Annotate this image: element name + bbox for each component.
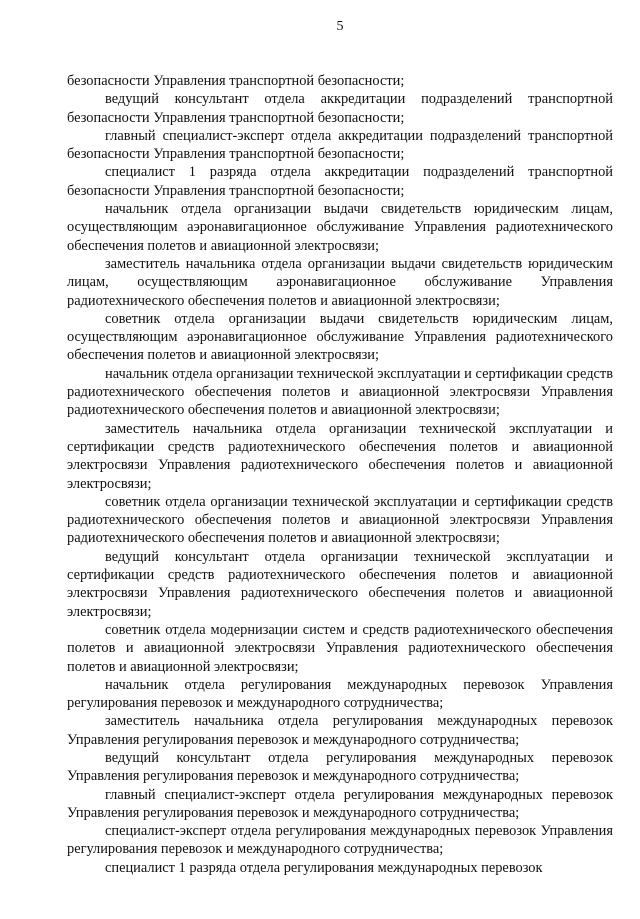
paragraph: ведущий консультант отдела организации технической эксплуатации и сертификации средств радиотехнического обеспечения полетов и авиационной электросвязи Управления радиотехнического обеспечения полетов и авиационной электросвязи; [67, 548, 613, 620]
paragraph: заместитель начальника отдела организации выдачи свидетельств юридическим лицам, осуществляющим аэронавигационное обслуживание Управления радиотехнического обеспечения полетов и авиационной электросвязи; [67, 255, 613, 309]
paragraph: специалист 1 разряда отдела регулирования международных перевозок [105, 859, 543, 876]
paragraph: ведущий консультант отдела регулирования международных перевозок Управления регулирования перевозок и международного сотрудничества; [67, 749, 613, 785]
paragraph: советник отдела модернизации систем и средств радиотехнического обеспечения полетов и авиационной электросвязи Управления радиотехнического обеспечения полетов и авиационной электросвязи; [67, 621, 613, 675]
paragraph: начальник отдела организации выдачи свидетельств юридическим лицам, осуществляющим аэронавигационное обслуживание Управления радиотехнического обеспечения полетов и авиационной электросвязи; [67, 201, 613, 254]
document-body [67, 72, 613, 877]
page-number: 5 [336, 19, 344, 34]
paragraph: безопасности Управления транспортной безопасности; [67, 73, 405, 89]
paragraph: главный специалист-эксперт отдела регулирования международных перевозок Управления регулирования перевозок и международного сотрудничества; [67, 786, 613, 821]
paragraph: начальник отдела регулирования международных перевозок Управления регулирования перевозок и международного сотрудничества; [67, 676, 613, 712]
paragraph: заместитель начальника отдела регулирования международных перевозок Управления регулирования перевозок и международного сотрудничества; [67, 713, 613, 748]
paragraph: советник отдела организации технической эксплуатации и сертификации средств радиотехнического обеспечения полетов и авиационной электросвязи Управления радиотехнического обеспечения полетов и авиационной электросвязи; [67, 493, 613, 547]
paragraph: заместитель начальника отдела организации технической эксплуатации и сертификации средств радиотехнического обеспечения полетов и авиационной электросвязи Управления радиотехнического обеспечения полетов и авиационной электросвязи; [67, 420, 613, 492]
paragraph: специалист 1 разряда отдела аккредитации подразделений транспортной безопасности Управления транспортной безопасности; [67, 164, 613, 199]
paragraph: ведущий консультант отдела аккредитации подразделений транспортной безопасности Управления транспортной безопасности; [67, 91, 613, 126]
paragraph: советник отдела организации выдачи свидетельств юридическим лицам, осуществляющим аэронавигационное обслуживание Управления радиотехнического обеспечения полетов и авиационной электросвязи; [67, 310, 613, 364]
paragraph: главный специалист-эксперт отдела аккредитации подразделений транспортной безопасности Управления транспортной безопасности; [67, 127, 613, 163]
paragraph: специалист-эксперт отдела регулирования международных перевозок Управления регулирования перевозок и международного сотрудничества; [67, 823, 613, 858]
paragraph: начальник отдела организации технической эксплуатации и сертификации средств радиотехнического обеспечения полетов и авиационной электросвязи Управления радиотехнического обеспечения полетов и авиационной электросвязи; [67, 365, 613, 419]
